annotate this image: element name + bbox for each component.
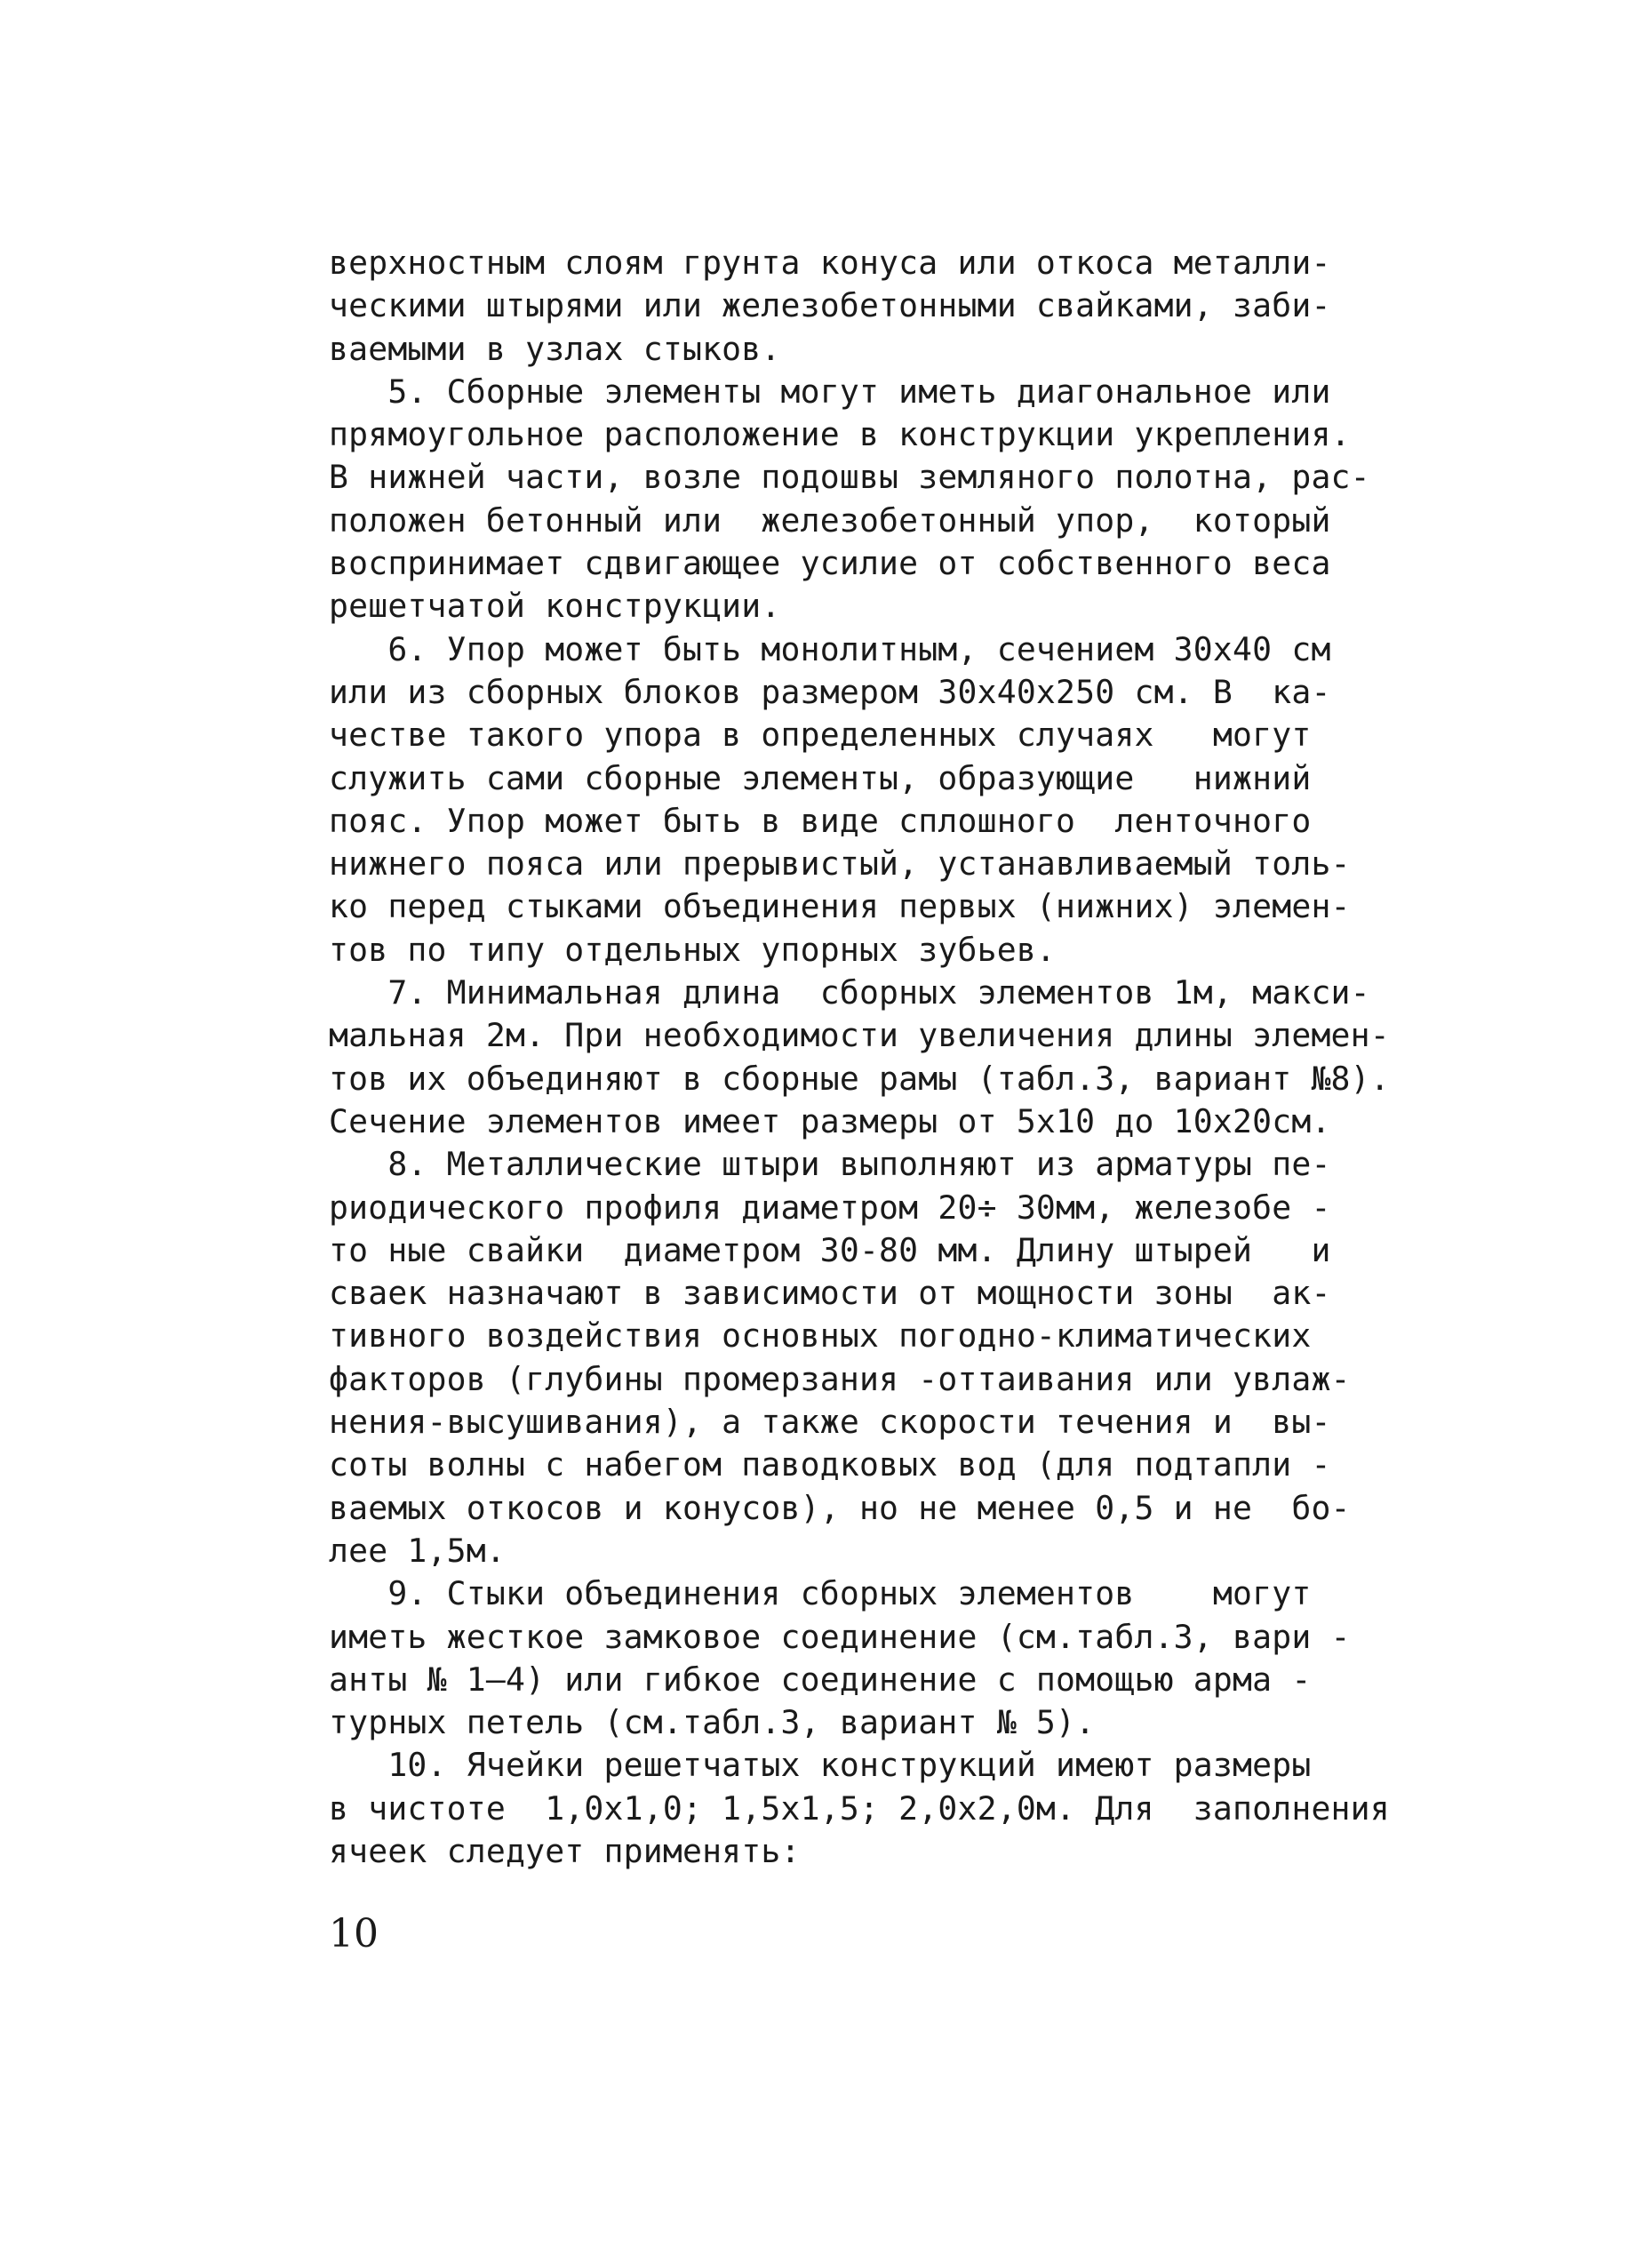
- text-line: 5. Сборные элементы могут иметь диагональное или: [329, 372, 1331, 411]
- text-line: анты № 1–4) или гибкое соединение с помощью арма -: [329, 1660, 1312, 1699]
- text-line: тов их объединяют в сборные рамы (табл.3, вариант №8).: [329, 1059, 1390, 1098]
- text-line: ваемых откосов и конусов), но не менее 0,5 и не бо-: [329, 1488, 1351, 1527]
- page-number: 10: [329, 1911, 379, 1956]
- text-line: ко перед стыками объединения первых (нижних) элемен-: [329, 887, 1351, 926]
- text-line: турных петель (см.табл.3, вариант № 5).: [329, 1703, 1096, 1742]
- text-line: решетчатой конструкции.: [329, 587, 781, 626]
- text-line: в чистоте 1,0x1,0; 1,5x1,5; 2,0x2,0м. Для заполнения: [329, 1788, 1390, 1828]
- text-line: положен бетонный или железобетонный упор, который: [329, 500, 1331, 540]
- text-line: пояс. Упор может быть в виде сплошного ленточного: [329, 801, 1312, 840]
- text-line: служить сами сборные элементы, образующие нижний: [329, 758, 1312, 797]
- text-line: ваемыми в узлах стыков.: [329, 329, 781, 368]
- text-line: тивного воздействия основных погодно-климатических: [329, 1316, 1312, 1356]
- text-line: факторов (глубины промерзания -оттаивания или увлаж-: [329, 1359, 1351, 1398]
- text-line: то ные свайки диаметром 30-80 мм. Длину штырей и: [329, 1230, 1331, 1269]
- text-line: ячеек следует применять:: [329, 1831, 801, 1870]
- text-line: или из сборных блоков размером 30x40x250 см. В ка-: [329, 672, 1331, 711]
- text-line: нения-высушивания), а также скорости течения и вы-: [329, 1403, 1331, 1442]
- text-line: прямоугольное расположение в конструкции укрепления.: [329, 415, 1351, 454]
- text-line: 10. Ячейки решетчатых конструкций имеют размеры: [329, 1746, 1312, 1785]
- text-line: нижнего пояса или прерывистый, устанавливаемый толь-: [329, 844, 1351, 884]
- text-line: 8. Металлические штыри выполняют из арматуры пе-: [329, 1145, 1331, 1184]
- text-line: лее 1,5м.: [329, 1531, 506, 1570]
- text-line: иметь жесткое замковое соединение (см.табл.3, вари -: [329, 1617, 1351, 1656]
- text-line: 7. Минимальная длина сборных элементов 1м, макси-: [329, 973, 1370, 1012]
- body-text: [329, 242, 1459, 1873]
- text-line: 9. Стыки объединения сборных элементов могут: [329, 1574, 1312, 1613]
- text-line: риодического профиля диаметром 20÷ 30мм, железобе -: [329, 1188, 1331, 1227]
- text-line: сваек назначают в зависимости от мощности зоны ак-: [329, 1274, 1331, 1313]
- text-line: мальная 2м. При необходимости увеличения длины элемен-: [329, 1016, 1390, 1055]
- text-line: В нижней части, возле подошвы земляного полотна, рас-: [329, 458, 1370, 497]
- text-line: честве такого упора в определенных случаях могут: [329, 716, 1312, 755]
- text-line: Сечение элементов имеет размеры от 5x10 до 10x20см.: [329, 1101, 1331, 1140]
- text-line: ческими штырями или железобетонными свайками, заби-: [329, 286, 1331, 325]
- text-line: тов по типу отдельных упорных зубьев.: [329, 930, 1057, 969]
- text-line: соты волны с набегом паводковых вод (для подтапли -: [329, 1445, 1331, 1484]
- text-line: 6. Упор может быть монолитным, сечением 30x40 см: [329, 629, 1331, 668]
- text-line: воспринимает сдвигающее усилие от собственного веса: [329, 544, 1331, 583]
- text-line: верхностным слоям грунта конуса или откоса металли-: [329, 244, 1331, 282]
